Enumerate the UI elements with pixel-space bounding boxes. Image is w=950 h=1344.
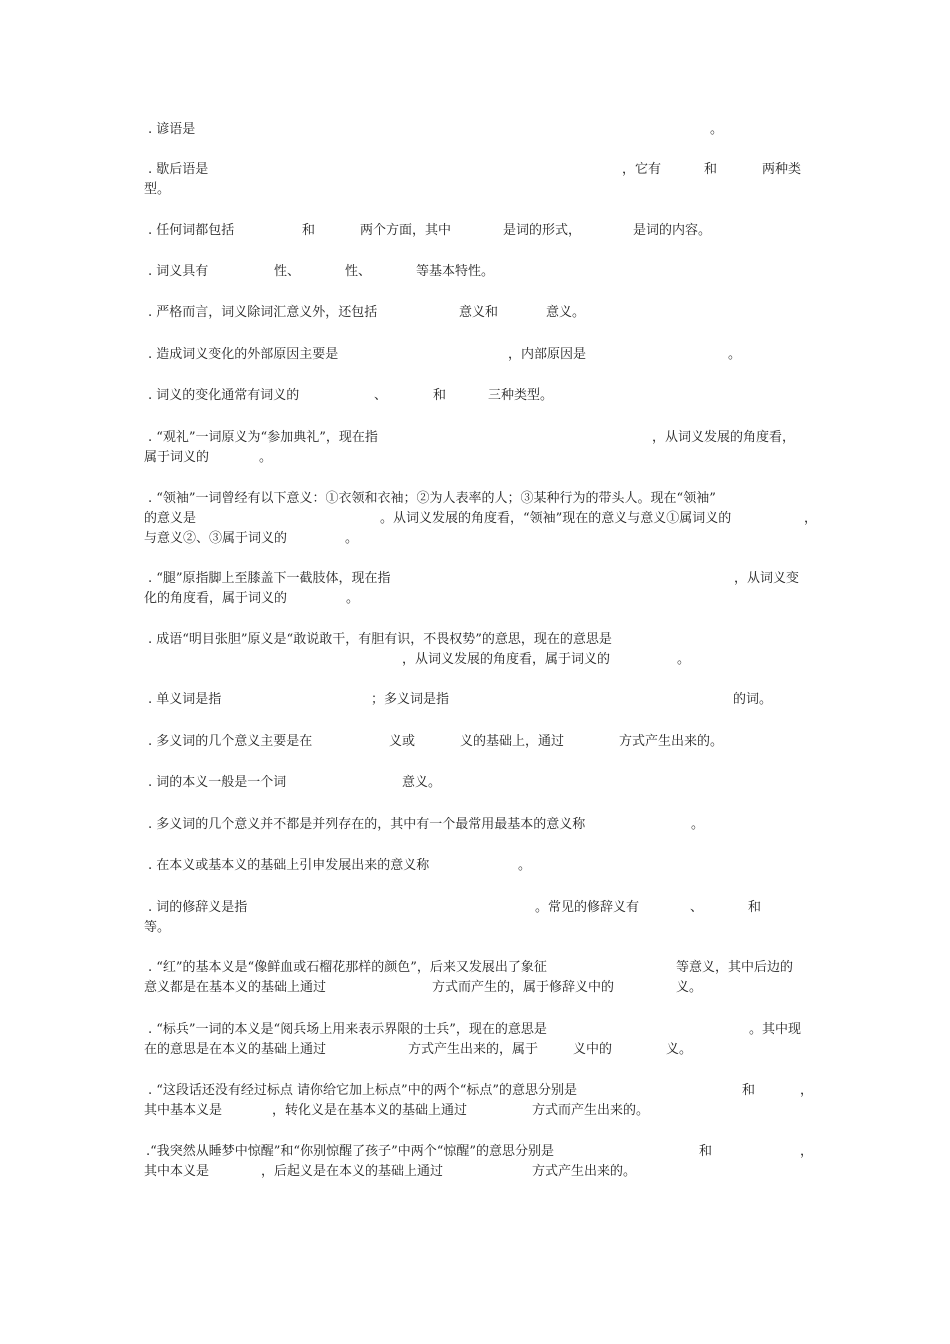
- question-text-segment: . “腿”原指脚上至膝盖下一截肢体，现在指: [148, 571, 391, 586]
- question-text-segment: 等基本特性。: [416, 264, 495, 279]
- question-text-segment: .“我突然从睡梦中惊醒”和“你别惊醒了孩子”中两个“惊醒”的意思分别是: [146, 1144, 555, 1159]
- question-text-segment: . 歇后语是: [148, 162, 209, 177]
- question-text-segment: ，: [800, 1144, 814, 1159]
- question-text-segment: 意义都是在基本义的基础上通过: [144, 980, 327, 995]
- question-text-segment: 。: [345, 531, 359, 546]
- question-text-segment: . “领袖”一词曾经有以下意义：①衣领和衣袖；②为人表率的人；③某种行为的带头人。现在“领袖”: [148, 491, 716, 506]
- question-text-segment: . 严格而言，词义除词汇意义外，还包括: [148, 305, 378, 320]
- question-text-segment: ，: [800, 1083, 814, 1098]
- question-text-segment: 三种类型。: [488, 388, 554, 403]
- question-text-segment: 方式产生出来的。: [619, 734, 724, 749]
- question-text-segment: . 造成词义变化的外部原因主要是: [148, 347, 339, 362]
- question-text-segment: 是词的形式，: [503, 223, 582, 238]
- question-text-segment: 方式而产生出来的。: [532, 1103, 650, 1118]
- question-text-segment: 和: [704, 162, 718, 177]
- question-text-segment: ，后起义是在本义的基础上通过: [261, 1164, 444, 1179]
- question-text-segment: 。: [518, 858, 532, 873]
- question-text-segment: 性、: [274, 264, 301, 279]
- question-text-segment: 。: [728, 347, 742, 362]
- question-text-segment: 两种类: [762, 162, 802, 177]
- question-text-segment: 两个方面，其中: [360, 223, 452, 238]
- question-text-segment: 型。: [144, 182, 171, 197]
- question-text-segment: 和: [748, 900, 762, 915]
- question-text-segment: ，从词义发展的角度看，: [652, 430, 796, 445]
- question-text-segment: . “这段话还没有经过标点 请你给它加上标点”中的两个“标点”的意思分别是: [148, 1083, 577, 1098]
- question-text-segment: 其中本义是: [144, 1164, 210, 1179]
- question-text-segment: 意义和: [459, 305, 499, 320]
- question-text-segment: . 多义词的几个意义主要是在: [148, 734, 313, 749]
- question-text-segment: 和: [302, 223, 316, 238]
- question-text-segment: . 成语“明目张胆”原义是“敢说敢干，有胆有识，不畏权势”的意思，现在的意思是: [148, 632, 612, 647]
- question-text-segment: 的意义是: [144, 511, 197, 526]
- question-text-segment: 和: [433, 388, 447, 403]
- question-text-segment: 。: [259, 450, 273, 465]
- question-text-segment: 和: [742, 1083, 756, 1098]
- question-text-segment: ，转化义是在基本义的基础上通过: [272, 1103, 468, 1118]
- question-text-segment: 意义。: [546, 305, 586, 320]
- question-text-segment: 方式产生出来的，属于: [408, 1042, 539, 1057]
- question-text-segment: . 词的修辞义是指: [148, 900, 248, 915]
- question-text-segment: 。: [710, 122, 724, 137]
- question-text-segment: ；多义词是指: [371, 692, 450, 707]
- question-text-segment: ，从词义发展的角度看，属于词义的: [402, 652, 611, 667]
- question-text-segment: 其中基本义是: [144, 1103, 223, 1118]
- question-text-segment: . 词义具有: [148, 264, 209, 279]
- question-text-segment: 的词。: [733, 692, 773, 707]
- question-text-segment: 。: [346, 591, 360, 606]
- question-text-segment: 与意义②、③属于词义的: [144, 531, 288, 546]
- question-text-segment: . “观礼”一词原义为“参加典礼”，现在指: [148, 430, 378, 445]
- question-text-segment: 和: [699, 1144, 713, 1159]
- question-text-segment: 。: [677, 652, 691, 667]
- question-text-segment: 意义。: [402, 775, 442, 790]
- question-text-segment: . 任何词都包括: [148, 223, 235, 238]
- question-text-segment: 、: [690, 900, 704, 915]
- question-text-segment: . 多义词的几个意义并不都是并列存在的，其中有一个最常用最基本的意义称: [148, 817, 586, 832]
- question-text-segment: 方式而产生的，属于修辞义中的: [432, 980, 615, 995]
- question-text-segment: 性、: [345, 264, 372, 279]
- question-text-segment: 义。: [676, 980, 703, 995]
- question-text-segment: 义中的: [573, 1042, 613, 1057]
- question-text-segment: 等。: [144, 920, 171, 935]
- question-text-segment: ，它有: [622, 162, 662, 177]
- question-text-segment: ，: [804, 511, 818, 526]
- question-text-segment: 。常见的修辞义有: [535, 900, 640, 915]
- question-text-segment: 方式产生出来的。: [532, 1164, 637, 1179]
- question-text-segment: 。其中现: [749, 1022, 802, 1037]
- question-text-segment: 。从词义发展的角度看，“领袖”现在的意义与意义①属词义的: [380, 511, 732, 526]
- question-text-segment: . “红”的基本义是“像鲜血或石榴花那样的颜色”，后来又发展出了象征: [148, 960, 547, 975]
- question-text-segment: . “标兵”一词的本义是“阅兵场上用来表示界限的士兵”，现在的意思是: [148, 1022, 547, 1037]
- question-text-segment: ，内部原因是: [508, 347, 587, 362]
- question-text-segment: . 在本义或基本义的基础上引申发展出来的意义称: [148, 858, 430, 873]
- question-text-segment: 化的角度看，属于词义的: [144, 591, 288, 606]
- question-text-segment: 义。: [666, 1042, 693, 1057]
- question-text-segment: 、: [374, 388, 388, 403]
- question-text-segment: 。: [691, 817, 705, 832]
- question-text-segment: . 词的本义一般是一个词: [148, 775, 287, 790]
- question-text-segment: 等意义，其中后边的: [676, 960, 794, 975]
- question-text-segment: ，从词义变: [734, 571, 800, 586]
- question-text-segment: . 词义的变化通常有词义的: [148, 388, 300, 403]
- question-text-segment: 义的基础上，通过: [460, 734, 565, 749]
- question-text-segment: 在的意思是在本义的基础上通过: [144, 1042, 327, 1057]
- question-text-segment: 义或: [389, 734, 416, 749]
- question-text-segment: . 单义词是指: [148, 692, 222, 707]
- question-text-segment: 是词的内容。: [633, 223, 712, 238]
- question-text-segment: . 谚语是: [148, 122, 196, 137]
- question-text-segment: 属于词义的: [144, 450, 210, 465]
